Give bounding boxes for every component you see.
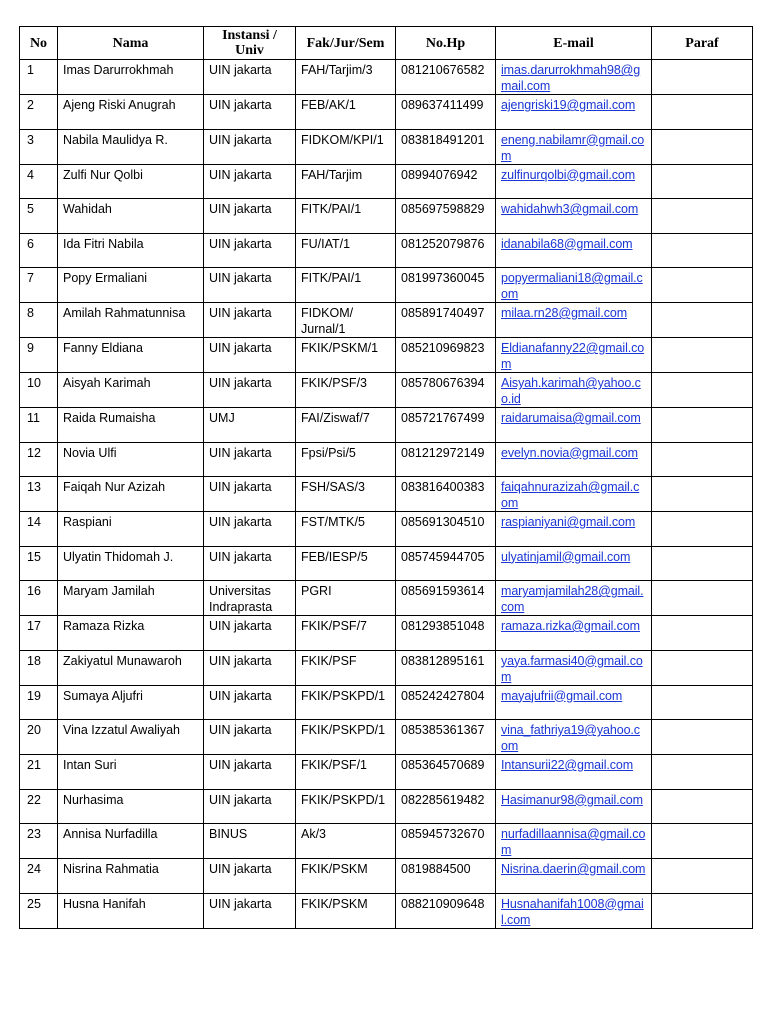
cell-paraf [652, 859, 753, 894]
cell-no: 19 [20, 685, 58, 720]
table-row [20, 720, 753, 755]
cell-fakultas: FIDKOM/KPI/1 [296, 129, 396, 164]
cell-instansi: UIN jakarta [204, 685, 296, 720]
table-row [20, 199, 753, 234]
cell-fakultas: FKIK/PSKPD/1 [296, 685, 396, 720]
cell-fakultas: Ak/3 [296, 824, 396, 859]
cell-instansi: BINUS [204, 824, 296, 859]
cell-nama: Aisyah Karimah [58, 373, 204, 408]
cell-nama: Ida Fitri Nabila [58, 233, 204, 268]
email-link[interactable]: mayajufrii@gmail.com [496, 685, 652, 720]
cell-paraf [652, 789, 753, 824]
cell-no: 7 [20, 268, 58, 303]
email-link[interactable]: Intansurii22@gmail.com [496, 755, 652, 790]
table-row [20, 512, 753, 547]
cell-instansi: UIN jakarta [204, 338, 296, 373]
cell-paraf [652, 268, 753, 303]
cell-nama: Maryam Jamilah [58, 581, 204, 616]
cell-no: 2 [20, 95, 58, 130]
cell-nama: Raspiani [58, 512, 204, 547]
cell-no: 9 [20, 338, 58, 373]
cell-fakultas: PGRI [296, 581, 396, 616]
cell-instansi: UIN jakarta [204, 95, 296, 130]
cell-instansi: UIN jakarta [204, 268, 296, 303]
email-link[interactable]: eneng.nabilamr@gmail.com [496, 129, 652, 164]
cell-fakultas: FKIK/PSF/3 [296, 373, 396, 408]
cell-nama: Nisrina Rahmatia [58, 859, 204, 894]
cell-paraf [652, 616, 753, 651]
table-row [20, 338, 753, 373]
cell-instansi: UIN jakarta [204, 477, 296, 512]
cell-hp: 085721767499 [396, 408, 496, 443]
header-nama: Nama [58, 27, 204, 60]
cell-no: 16 [20, 581, 58, 616]
cell-paraf [652, 95, 753, 130]
cell-nama: Imas Darurrokhmah [58, 60, 204, 95]
cell-paraf [652, 755, 753, 790]
cell-paraf [652, 442, 753, 477]
header-no: No [20, 27, 58, 60]
email-link[interactable]: yaya.farmasi40@gmail.com [496, 650, 652, 685]
cell-no: 24 [20, 859, 58, 894]
cell-paraf [652, 164, 753, 199]
email-link[interactable]: zulfinurqolbi@gmail.com [496, 164, 652, 199]
cell-instansi: UIN jakarta [204, 859, 296, 894]
table-row [20, 824, 753, 859]
cell-paraf [652, 581, 753, 616]
cell-no: 21 [20, 755, 58, 790]
email-link[interactable]: maryamjamilah28@gmail.com [496, 581, 652, 616]
cell-hp: 089637411499 [396, 95, 496, 130]
cell-nama: Zulfi Nur Qolbi [58, 164, 204, 199]
table-row [20, 581, 753, 616]
cell-fakultas: FAI/Ziswaf/7 [296, 408, 396, 443]
email-link[interactable]: Hasimanur98@gmail.com [496, 789, 652, 824]
cell-fakultas: FITK/PAI/1 [296, 268, 396, 303]
email-link[interactable]: ramaza.rizka@gmail.com [496, 616, 652, 651]
cell-fakultas: FKIK/PSKM/1 [296, 338, 396, 373]
cell-nama: Raida Rumaisha [58, 408, 204, 443]
cell-nama: Popy Ermaliani [58, 268, 204, 303]
table-row [20, 129, 753, 164]
cell-hp: 085691593614 [396, 581, 496, 616]
cell-hp: 081212972149 [396, 442, 496, 477]
cell-nama: Wahidah [58, 199, 204, 234]
cell-no: 3 [20, 129, 58, 164]
email-link[interactable]: ajengriski19@gmail.com [496, 95, 652, 130]
email-link[interactable]: ulyatinjamil@gmail.com [496, 546, 652, 581]
cell-paraf [652, 685, 753, 720]
email-link[interactable]: Nisrina.daerin@gmail.com [496, 859, 652, 894]
cell-no: 8 [20, 303, 58, 338]
cell-fakultas: FSH/SAS/3 [296, 477, 396, 512]
table-row [20, 546, 753, 581]
cell-fakultas: Fpsi/Psi/5 [296, 442, 396, 477]
cell-nama: Nabila Maulidya R. [58, 129, 204, 164]
cell-paraf [652, 477, 753, 512]
cell-paraf [652, 650, 753, 685]
cell-paraf [652, 720, 753, 755]
cell-no: 12 [20, 442, 58, 477]
cell-nama: Ulyatin Thidomah J. [58, 546, 204, 581]
email-link[interactable]: raspianiyani@gmail.com [496, 512, 652, 547]
cell-instansi: Universitas Indraprasta [204, 581, 296, 616]
cell-instansi: UIN jakarta [204, 164, 296, 199]
cell-instansi: UIN jakarta [204, 546, 296, 581]
cell-instansi: UIN jakarta [204, 512, 296, 547]
table-row [20, 303, 753, 338]
cell-instansi: UIN jakarta [204, 129, 296, 164]
cell-hp: 081997360045 [396, 268, 496, 303]
cell-nama: Sumaya Aljufri [58, 685, 204, 720]
cell-hp: 085891740497 [396, 303, 496, 338]
cell-instansi: UIN jakarta [204, 650, 296, 685]
cell-paraf [652, 408, 753, 443]
table-body [20, 60, 753, 929]
cell-hp: 085697598829 [396, 199, 496, 234]
cell-paraf [652, 129, 753, 164]
email-link[interactable]: Eldianafanny22@gmail.com [496, 338, 652, 373]
cell-nama: Faiqah Nur Azizah [58, 477, 204, 512]
email-link[interactable]: evelyn.novia@gmail.com [496, 442, 652, 477]
cell-hp: 085945732670 [396, 824, 496, 859]
email-link[interactable]: nurfadillaannisa@gmail.com [496, 824, 652, 859]
cell-no: 10 [20, 373, 58, 408]
table-row [20, 616, 753, 651]
cell-paraf [652, 338, 753, 373]
cell-instansi: UIN jakarta [204, 303, 296, 338]
table-header [20, 27, 753, 60]
email-link[interactable]: faiqahnurazizah@gmail.com [496, 477, 652, 512]
header-email: E-mail [496, 27, 652, 60]
cell-instansi: UIN jakarta [204, 755, 296, 790]
cell-nama: Fanny Eldiana [58, 338, 204, 373]
cell-hp: 081210676582 [396, 60, 496, 95]
email-link[interactable]: Aisyah.karimah@yahoo.co.id [496, 373, 652, 408]
cell-instansi: UIN jakarta [204, 373, 296, 408]
cell-fakultas: FKIK/PSKM [296, 893, 396, 928]
cell-nama: Intan Suri [58, 755, 204, 790]
cell-no: 1 [20, 60, 58, 95]
header-fakultas: Fak/Jur/Sem [296, 27, 396, 60]
table-row [20, 650, 753, 685]
cell-hp: 085210969823 [396, 338, 496, 373]
cell-paraf [652, 546, 753, 581]
cell-instansi: UIN jakarta [204, 233, 296, 268]
cell-instansi: UMJ [204, 408, 296, 443]
cell-fakultas: FU/IAT/1 [296, 233, 396, 268]
cell-fakultas: FST/MTK/5 [296, 512, 396, 547]
cell-fakultas: FKIK/PSF [296, 650, 396, 685]
cell-no: 15 [20, 546, 58, 581]
cell-hp: 082285619482 [396, 789, 496, 824]
cell-paraf [652, 60, 753, 95]
cell-no: 17 [20, 616, 58, 651]
header-paraf: Paraf [652, 27, 753, 60]
cell-fakultas: FITK/PAI/1 [296, 199, 396, 234]
cell-fakultas: FEB/AK/1 [296, 95, 396, 130]
cell-fakultas: FAH/Tarjim [296, 164, 396, 199]
cell-instansi: UIN jakarta [204, 60, 296, 95]
cell-nama: Vina Izzatul Awaliyah [58, 720, 204, 755]
cell-no: 18 [20, 650, 58, 685]
cell-hp: 083812895161 [396, 650, 496, 685]
cell-no: 6 [20, 233, 58, 268]
cell-fakultas: FIDKOM/ Jurnal/1 [296, 303, 396, 338]
cell-hp: 08994076942 [396, 164, 496, 199]
cell-nama: Ajeng Riski Anugrah [58, 95, 204, 130]
cell-fakultas: FKIK/PSF/7 [296, 616, 396, 651]
header-instansi: Instansi / Univ [204, 27, 296, 60]
cell-fakultas: FKIK/PSF/1 [296, 755, 396, 790]
cell-hp: 0819884500 [396, 859, 496, 894]
cell-nama: Zakiyatul Munawaroh [58, 650, 204, 685]
cell-hp: 085385361367 [396, 720, 496, 755]
cell-no: 4 [20, 164, 58, 199]
table-row [20, 685, 753, 720]
cell-hp: 085691304510 [396, 512, 496, 547]
table-row [20, 477, 753, 512]
table-row [20, 60, 753, 95]
cell-instansi: UIN jakarta [204, 789, 296, 824]
cell-hp: 081252079876 [396, 233, 496, 268]
cell-nama: Nurhasima [58, 789, 204, 824]
email-link[interactable]: imas.darurrokhmah98@gmail.com [496, 60, 652, 95]
cell-no: 5 [20, 199, 58, 234]
table-row [20, 789, 753, 824]
cell-fakultas: FKIK/PSKPD/1 [296, 720, 396, 755]
cell-hp: 085780676394 [396, 373, 496, 408]
cell-fakultas: FKIK/PSKPD/1 [296, 789, 396, 824]
cell-nama: Novia Ulfi [58, 442, 204, 477]
cell-no: 20 [20, 720, 58, 755]
header-row [20, 27, 753, 60]
table-row [20, 95, 753, 130]
cell-no: 25 [20, 893, 58, 928]
header-hp: No.Hp [396, 27, 496, 60]
cell-nama: Annisa Nurfadilla [58, 824, 204, 859]
cell-hp: 085242427804 [396, 685, 496, 720]
email-link[interactable]: raidarumaisa@gmail.com [496, 408, 652, 443]
cell-hp: 083818491201 [396, 129, 496, 164]
cell-nama: Husna Hanifah [58, 893, 204, 928]
table-row [20, 373, 753, 408]
email-link[interactable]: popyermaliani18@gmail.com [496, 268, 652, 303]
table-row [20, 893, 753, 928]
cell-paraf [652, 824, 753, 859]
cell-no: 23 [20, 824, 58, 859]
email-link[interactable]: vina_fathriya19@yahoo.com [496, 720, 652, 755]
cell-hp: 085364570689 [396, 755, 496, 790]
email-link[interactable]: milaa.rn28@gmail.com [496, 303, 652, 338]
table-row [20, 408, 753, 443]
table-row [20, 755, 753, 790]
cell-paraf [652, 893, 753, 928]
cell-no: 22 [20, 789, 58, 824]
cell-instansi: UIN jakarta [204, 720, 296, 755]
cell-instansi: UIN jakarta [204, 199, 296, 234]
table-row [20, 164, 753, 199]
cell-nama: Ramaza Rizka [58, 616, 204, 651]
email-link[interactable]: Husnahanifah1008@gmail.com [496, 893, 652, 928]
cell-nama: Amilah Rahmatunnisa [58, 303, 204, 338]
cell-hp: 085745944705 [396, 546, 496, 581]
cell-fakultas: FEB/IESP/5 [296, 546, 396, 581]
cell-paraf [652, 373, 753, 408]
cell-no: 14 [20, 512, 58, 547]
cell-paraf [652, 199, 753, 234]
cell-instansi: UIN jakarta [204, 893, 296, 928]
cell-paraf [652, 233, 753, 268]
cell-no: 11 [20, 408, 58, 443]
cell-no: 13 [20, 477, 58, 512]
cell-instansi: UIN jakarta [204, 616, 296, 651]
cell-fakultas: FAH/Tarjim/3 [296, 60, 396, 95]
table-row [20, 268, 753, 303]
cell-hp: 088210909648 [396, 893, 496, 928]
cell-paraf [652, 303, 753, 338]
attendance-table [19, 26, 753, 929]
table-row [20, 859, 753, 894]
email-link[interactable]: idanabila68@gmail.com [496, 233, 652, 268]
cell-fakultas: FKIK/PSKM [296, 859, 396, 894]
cell-hp: 081293851048 [396, 616, 496, 651]
table-row [20, 233, 753, 268]
email-link[interactable]: wahidahwh3@gmail.com [496, 199, 652, 234]
cell-instansi: UIN jakarta [204, 442, 296, 477]
cell-paraf [652, 512, 753, 547]
cell-hp: 083816400383 [396, 477, 496, 512]
table-row [20, 442, 753, 477]
